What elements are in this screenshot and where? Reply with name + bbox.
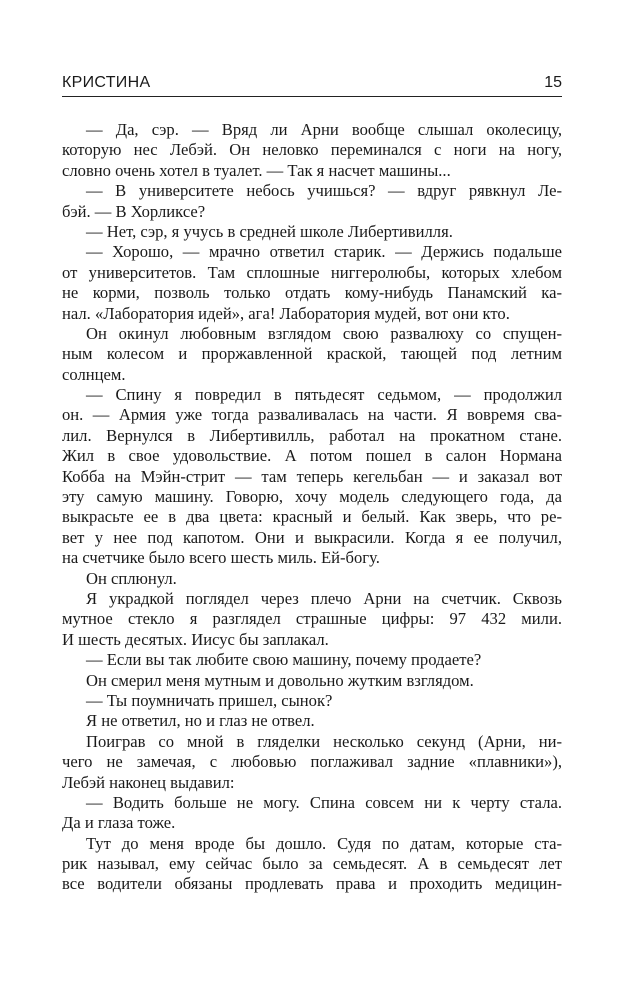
text-line: эту самую машину. Говорю, хочу модель следующего года, да: [62, 487, 562, 507]
text-line: ным колесом и проржавленной краской, тающей под летним: [62, 344, 562, 364]
text-line: словно очень хотел в туалет. — Так я насчет машины...: [62, 160, 451, 180]
text-line: бэй. — В Хорликсе?: [62, 201, 206, 221]
running-title: КРИСТИНА: [62, 74, 151, 91]
paragraph: [62, 242, 562, 324]
body-text: [62, 120, 562, 895]
text-line: Лебэй наконец выдавил:: [62, 772, 235, 792]
text-line: — Да, сэр. — Вряд ли Арни вообще слышал околесицу,: [86, 120, 562, 139]
text-line: Он сплюнул.: [86, 568, 177, 588]
text-line: Он смерил меня мутным и довольно жутким взглядом.: [86, 670, 474, 690]
paragraph: [62, 120, 562, 181]
text-line: вет у нее под капотом. Они и выкрасили. Когда я ее получил,: [62, 527, 562, 547]
paragraph: [62, 691, 562, 711]
text-line: от университетов. Там сплошные ниггеролюбы, которых хлебом: [62, 262, 562, 282]
paragraph: [62, 711, 562, 731]
text-line: Он окинул любовным взглядом свою развалюху со спущен-: [86, 323, 562, 343]
text-line: выкрасьте ее в два цвета: красный и белый. Как зверь, что ре-: [62, 507, 562, 527]
paragraph: [62, 793, 562, 834]
paragraph: [62, 834, 562, 895]
running-header: [62, 74, 562, 97]
page-number: 15: [544, 74, 562, 91]
paragraph: [62, 569, 562, 589]
text-line: Я украдкой поглядел через плечо Арни на счетчик. Сквозь: [86, 588, 562, 608]
paragraph: [62, 671, 562, 691]
text-line: — Если вы так любите свою машину, почему продаете?: [86, 650, 482, 670]
paragraph: [62, 732, 562, 793]
paragraph: [62, 181, 562, 222]
paragraph: [62, 324, 562, 385]
text-line: — Водить больше не могу. Спина совсем ни к черту стала.: [86, 792, 562, 812]
text-line: И шесть десятых. Иисус бы заплакал.: [62, 629, 329, 649]
paragraph: [62, 385, 562, 569]
text-line: Кобба на Мэйн-стрит — там теперь кегельбан — и заказал вот: [62, 466, 562, 486]
text-line: рик называл, ему сейчас было за семьдесят. А в семьдесят лет: [62, 854, 562, 874]
text-line: — Нет, сэр, я учусь в средней школе Либертивилля.: [86, 221, 453, 241]
text-line: Поиграв со мной в гляделки несколько секунд (Арни, ни-: [86, 731, 562, 751]
text-line: он. — Армия уже тогда разваливалась на части. Я вовремя сва-: [62, 405, 562, 425]
text-line: которую нес Лебэй. Он неловко переминался с ноги на ногу,: [62, 140, 562, 160]
text-line: — В университете небось учишься? — вдруг рявкнул Ле-: [86, 181, 562, 201]
text-line: лил. Вернулся в Либертивилль, работал на прокатном стане.: [62, 425, 562, 445]
text-line: не корми, позволь только отдать кому-нибудь Панамский ка-: [62, 283, 562, 303]
text-line: Да и глаза тоже.: [62, 813, 176, 833]
text-line: — Хорошо, — мрачно ответил старик. — Держись подальше: [86, 242, 562, 262]
text-line: Я не ответил, но и глаз не отвел.: [86, 711, 315, 731]
paragraph: [62, 650, 562, 670]
text-line: — Спину я повредил в пятьдесят седьмом, — продолжил: [86, 385, 562, 405]
text-line: нал. «Лаборатория идей», ага! Лаборатория мудей, вот они кто.: [62, 303, 510, 323]
text-line: чего не замечая, с любовью поглаживал задние «плавники»),: [62, 752, 562, 772]
paragraph: [62, 222, 562, 242]
text-line: — Ты поумничать пришел, сынок?: [86, 690, 333, 710]
text-line: на счетчике было всего шесть миль. Ей-богу.: [62, 548, 380, 568]
text-line: все водители обязаны продлевать права и проходить медицин-: [62, 874, 562, 894]
text-line: мутное стекло я разглядел страшные цифры: 97 432 мили.: [62, 609, 562, 629]
text-line: солнцем.: [62, 364, 126, 384]
text-line: Жил в свое удовольствие. А потом пошел в салон Нормана: [62, 446, 562, 466]
paragraph: [62, 589, 562, 650]
text-line: Тут до меня вроде бы дошло. Судя по датам, которые ста-: [86, 833, 562, 853]
